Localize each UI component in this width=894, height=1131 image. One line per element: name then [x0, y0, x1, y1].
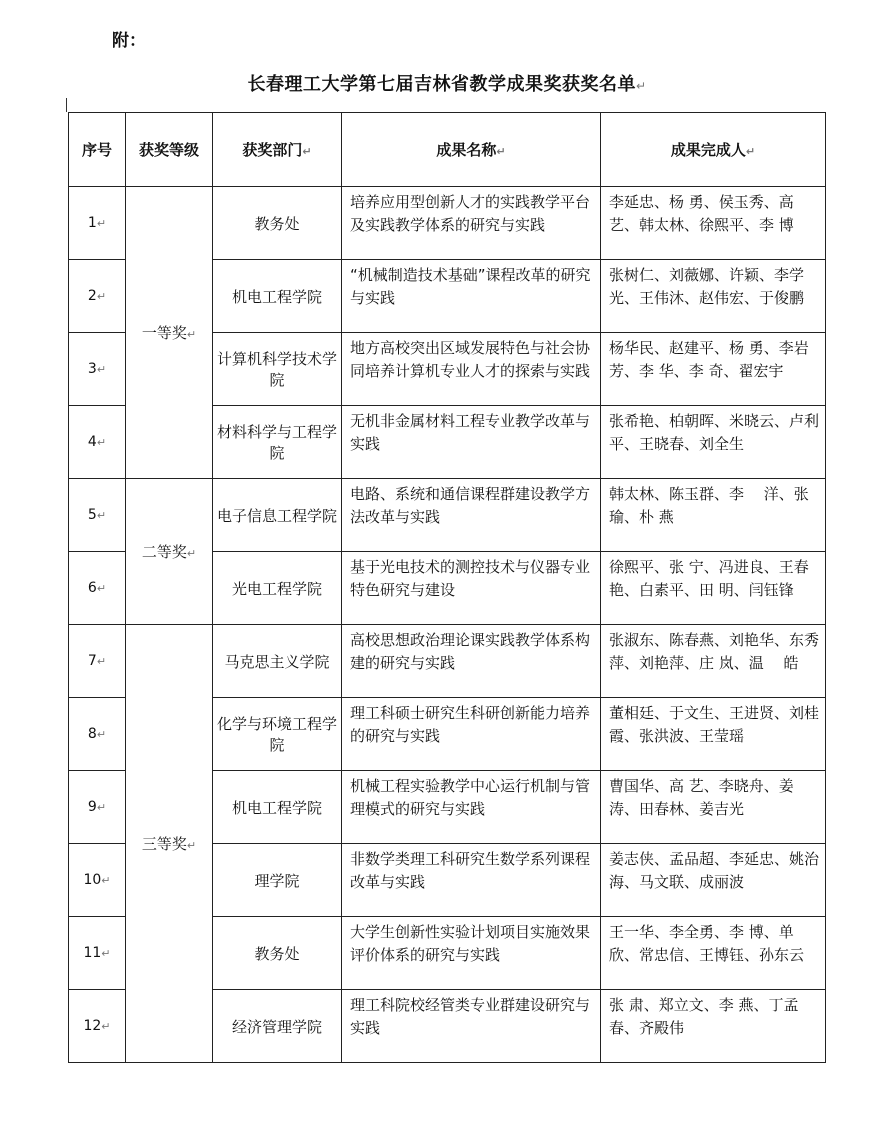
row-dept: 理学院 — [213, 844, 342, 917]
row-people: 张淑东、陈春燕、刘艳华、东秀萍、刘艳萍、庄 岚、温 皓 — [601, 625, 826, 698]
row-number: 10↵ — [69, 844, 126, 917]
row-people: 杨华民、赵建平、杨 勇、李岩芳、李 华、李 奇、翟宏宇 — [601, 333, 826, 406]
row-people: 张树仁、刘薇娜、许颖、李学光、王伟沐、赵伟宏、于俊鹏 — [601, 260, 826, 333]
row-dept: 教务处 — [213, 187, 342, 260]
table-row — [69, 479, 826, 552]
row-dept: 计算机科学技术学院 — [213, 333, 342, 406]
row-people: 韩太林、陈玉群、李 洋、张 瑜、朴 燕 — [601, 479, 826, 552]
row-number: 3↵ — [69, 333, 126, 406]
col-header-no: 序号 — [69, 113, 126, 187]
table-row — [69, 187, 826, 260]
row-achievement: 无机非金属材料工程专业教学改革与实践 — [342, 406, 601, 479]
row-number: 11↵ — [69, 917, 126, 990]
page-title: 长春理工大学第七届吉林省教学成果奖获奖名单↵ — [247, 74, 647, 95]
row-achievement: “机械制造技术基础”课程改革的研究与实践 — [342, 260, 601, 333]
row-number: 5↵ — [69, 479, 126, 552]
row-people: 曹国华、高 艺、李晓舟、姜 涛、田春林、姜吉光 — [601, 771, 826, 844]
table-row — [69, 625, 826, 698]
row-dept: 光电工程学院 — [213, 552, 342, 625]
row-people: 王一华、李全勇、李 博、单 欣、常忠信、王博钰、孙东云 — [601, 917, 826, 990]
row-number: 9↵ — [69, 771, 126, 844]
row-number: 7↵ — [69, 625, 126, 698]
row-dept: 马克思主义学院 — [213, 625, 342, 698]
margin-marker — [66, 98, 67, 112]
award-table — [68, 112, 826, 1063]
award-level: 一等奖↵ — [126, 187, 213, 479]
row-achievement: 电路、系统和通信课程群建设教学方法改革与实践 — [342, 479, 601, 552]
row-achievement: 地方高校突出区域发展特色与社会协同培养计算机专业人才的探索与实践 — [342, 333, 601, 406]
row-achievement: 培养应用型创新人才的实践教学平台及实践教学体系的研究与实践 — [342, 187, 601, 260]
row-number: 12↵ — [69, 990, 126, 1063]
row-number: 6↵ — [69, 552, 126, 625]
row-people: 张 肃、郑立文、李 燕、丁孟春、齐殿伟 — [601, 990, 826, 1063]
row-dept: 材料科学与工程学院 — [213, 406, 342, 479]
row-achievement: 高校思想政治理论课实践教学体系构建的研究与实践 — [342, 625, 601, 698]
table-header-row — [69, 113, 826, 187]
row-dept: 机电工程学院 — [213, 260, 342, 333]
row-people: 董相廷、于文生、王进贤、刘桂霞、张洪波、王莹瑶 — [601, 698, 826, 771]
col-header-level: 获奖等级 — [126, 113, 213, 187]
row-people: 李延忠、杨 勇、侯玉秀、高艺、韩太林、徐熙平、李 博 — [601, 187, 826, 260]
row-dept: 机电工程学院 — [213, 771, 342, 844]
row-achievement: 非数学类理工科研究生数学系列课程改革与实践 — [342, 844, 601, 917]
row-people: 张希艳、柏朝晖、米晓云、卢利平、王晓春、刘全生 — [601, 406, 826, 479]
attachment-label: 附： — [112, 31, 146, 51]
row-achievement: 理工科硕士研究生科研创新能力培养的研究与实践 — [342, 698, 601, 771]
award-level: 三等奖↵ — [126, 625, 213, 1063]
row-number: 4↵ — [69, 406, 126, 479]
col-header-dept: 获奖部门↵ — [213, 113, 342, 187]
col-header-name: 成果名称↵ — [342, 113, 601, 187]
award-level: 二等奖↵ — [126, 479, 213, 625]
row-people: 姜志侠、孟品超、李延忠、姚治海、马文联、成丽波 — [601, 844, 826, 917]
row-achievement: 理工科院校经管类专业群建设研究与实践 — [342, 990, 601, 1063]
row-number: 1↵ — [69, 187, 126, 260]
row-number: 8↵ — [69, 698, 126, 771]
row-achievement: 机械工程实验教学中心运行机制与管理模式的研究与实践 — [342, 771, 601, 844]
row-achievement: 基于光电技术的测控技术与仪器专业特色研究与建设 — [342, 552, 601, 625]
row-dept: 经济管理学院 — [213, 990, 342, 1063]
row-dept: 教务处 — [213, 917, 342, 990]
row-dept: 电子信息工程学院 — [213, 479, 342, 552]
row-number: 2↵ — [69, 260, 126, 333]
row-achievement: 大学生创新性实验计划项目实施效果评价体系的研究与实践 — [342, 917, 601, 990]
row-people: 徐熙平、张 宁、冯进良、王春艳、白素平、田 明、闫钰锋 — [601, 552, 826, 625]
row-dept: 化学与环境工程学院 — [213, 698, 342, 771]
col-header-people: 成果完成人↵ — [601, 113, 826, 187]
